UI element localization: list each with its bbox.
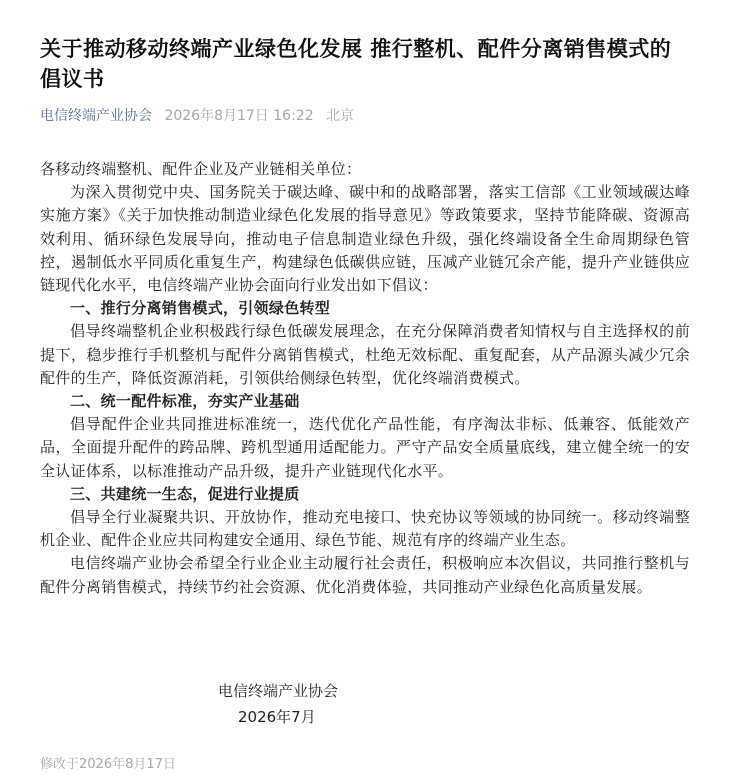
article-body bbox=[40, 158, 690, 599]
signature-block bbox=[218, 678, 338, 730]
closing-paragraph: 电信终端产业协会希望全行业企业主动履行社会责任，积极响应本次倡议，共同推行整机与配件分离销售模式，持续节约社会资源、优化消费体验，共同推动产业绿色化高质量发展。 bbox=[40, 554, 690, 596]
publish-time: 2026年8月17日 16:22 bbox=[164, 108, 314, 124]
signature-org: 电信终端产业协会 bbox=[218, 682, 339, 700]
article-title: 关于推动移动终端产业绿色化发展 推行整机、配件分离销售模式的倡议书 bbox=[40, 37, 672, 91]
article-meta bbox=[40, 106, 354, 126]
salutation: 各移动终端整机、配件企业及产业链相关单位： bbox=[40, 160, 362, 178]
signature-date: 2026年7月 bbox=[238, 708, 316, 726]
section-heading-2: 二、统一配件标准，夯实产业基础 bbox=[70, 392, 300, 411]
section-paragraph-3: 倡导全行业凝聚共识、开放协作，推动充电接口、快充协议等领域的协同统一。移动终端整机企业、配件企业应共同构建安全通用、绿色节能、规范有序的终端产业生态。 bbox=[40, 508, 690, 550]
section-paragraph-2: 倡导配件企业共同推进标准统一，迭代优化产品性能，有序淘汰非标、低兼容、低能效产品，全面提升配件的跨品牌、跨机型通用适配能力。严守产品安全质量底线，建立健全统一的安全认证体系，以标准推动产品升级，提升产业链现代化水平。 bbox=[40, 415, 690, 480]
section-paragraph-1: 倡导终端整机企业积极践行绿色低碳发展理念，在充分保障消费者知情权与自主选择权的前提下，稳步推行手机整机与配件分离销售模式，杜绝无效标配、重复配套，从产品源头减少冗余配件的生产，降低资源消耗，引领供给侧绿色转型，优化终端消费模式。 bbox=[40, 322, 690, 387]
section-heading-1: 一、推行分离销售模式，引领绿色转型 bbox=[70, 299, 331, 318]
section-heading-3: 三、共建统一生态，促进行业提质 bbox=[70, 484, 300, 503]
intro-paragraph: 为深入贯彻党中央、国务院关于碳达峰、碳中和的战略部署，落实工信部《工业领域碳达峰实施方案》《关于加快推动制造业绿色化发展的指导意见》等政策要求，坚持节能降碳、资源高效利用、循环绿色发展导向，推动电子信息制造业绿色升级，强化终端设备全生命周期绿色管控，遏制低水平同质化重复生产，构建绿色低碳供应链，压减产业链冗余产能，提升产业链供应链现代化水平，电信终端产业协会面向行业发出如下倡议： bbox=[40, 183, 690, 295]
modified-note: 修改于2026年8月17日 bbox=[40, 757, 176, 772]
publish-location: 北京 bbox=[326, 108, 355, 124]
author-link[interactable]: 电信终端产业协会 bbox=[40, 108, 152, 124]
